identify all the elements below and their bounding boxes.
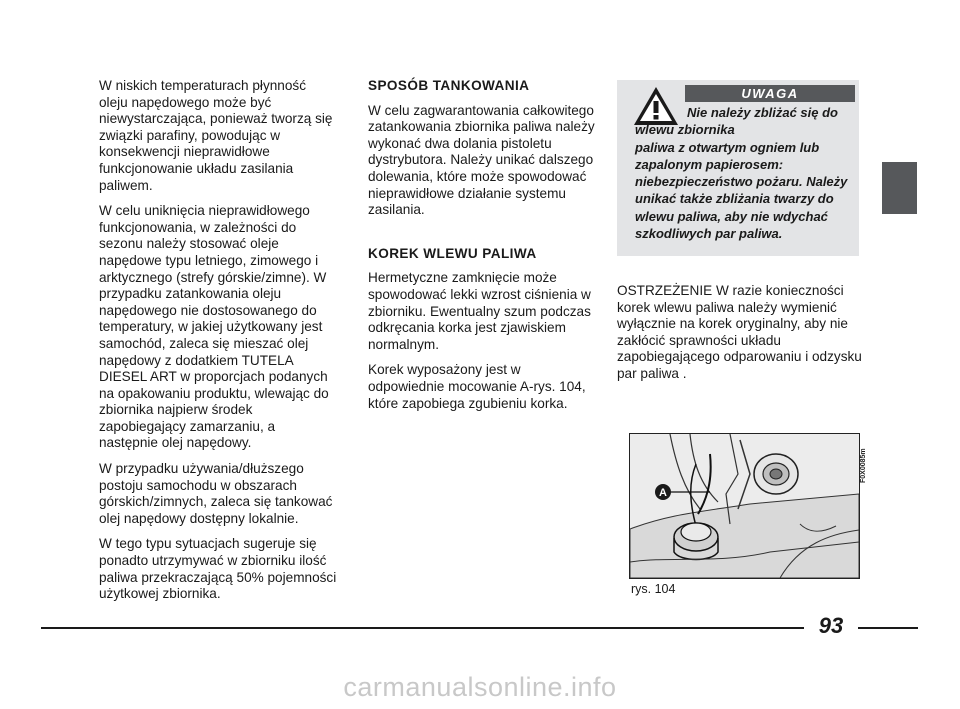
figure-fuel-cap: [629, 433, 860, 579]
warning-rest: paliwa z otwartym ogniem lub zapalonym papierosem: niebezpieczeństwo pożaru. Należy unikać także zbliżania twarzy do wlewu paliwa, aby nie wdychać szkodliwych par paliwa.: [635, 139, 848, 242]
fuel-cap-illustration: [630, 434, 859, 578]
caution-note: OSTRZEŻENIE W razie konieczności korek wlewu paliwa należy wymienić wyłącznie na korek oryginalny, aby nie zakłócić sprawności układu zapobiegającego odparowaniu i odzysku par paliwa .: [617, 283, 862, 381]
footer-rule-left: [41, 627, 804, 629]
warning-box: [617, 80, 859, 256]
page-number: 93: [818, 613, 844, 638]
paragraph-cap-tether: Korek wyposażony jest w odpowiednie mocowanie A-rys. 104, które zapobiega zgubieniu korka.: [368, 362, 586, 411]
warning-title: UWAGA: [685, 85, 855, 102]
paragraph-seasonal-fuel: W celu uniknięcia nieprawidłowego funkcjonowania, w zależności do sezonu należy stosować oleje napędowe typu letniego, zimowego i arktycznego (strefy górskie/zimne). W przypadku zatankowania oleju napędowego nie dostosowanego do temperatury, w jakiej użytkowany jest samochód, zaleca się mieszać olej napędowy z dodatkiem TUTELA DIESEL ART w proporcjach podanych na opakowaniu produktu, wlewając do zbiornika najpierw środek zapobiegający zamarzaniu, a następnie olej napędowy.: [99, 203, 329, 451]
paragraph-seal: Hermetyczne zamknięcie może spowodować lekki wzrost ciśnienia w zbiorniku. Ewentualny szum podczas odkręcania korka jest zjawiskiem normalnym.: [368, 270, 591, 352]
paragraph-tank-level: W tego typu sytuacjach sugeruje się ponadto utrzymywać w zbiorniku ilość paliwa przekraczającą 50% pojemności użytkowej zbiornika.: [99, 536, 337, 602]
paragraph-low-temperature: W niskich temperaturach płynność oleju napędowego może być niewystarczająca, ponieważ tworzą się związki parafiny, powodując w konsekwencji nieprawidłowe funkcjonowanie układu zasilania paliwem.: [99, 78, 333, 193]
heading-fuel-cap: KOREK WLEWU PALIWA: [368, 245, 537, 261]
column-middle: [368, 78, 600, 421]
callout-a-label: A: [659, 487, 667, 499]
footer-rule-right: [858, 627, 918, 629]
heading-refuelling: SPOSÓB TANKOWANIA: [368, 78, 530, 93]
warning-lead: Nie należy zbliżać się do wlewu zbiornika: [635, 105, 838, 138]
paragraph-refuelling: W celu zagwarantowania całkowitego zatankowania zbiornika paliwa należy wykonać dwa dolania pistoletu dystrybutora. Należy unikać dalszego dolewania, które może spowodować nieprawidłowe działanie systemu zasilania.: [368, 102, 595, 218]
watermark: carmanualsonline.info: [343, 672, 617, 702]
figure-caption: rys. 104: [631, 582, 676, 596]
section-tab: [882, 162, 917, 214]
warning-text: [635, 104, 859, 242]
column-left: [99, 78, 337, 612]
figure-code: F0X0085m: [860, 448, 867, 483]
paragraph-mountain-use: W przypadku używania/dłuższego postoju samochodu w obszarach górskich/zimnych, zaleca się tankować olej napędowy dostępny lokalnie.: [99, 461, 333, 526]
